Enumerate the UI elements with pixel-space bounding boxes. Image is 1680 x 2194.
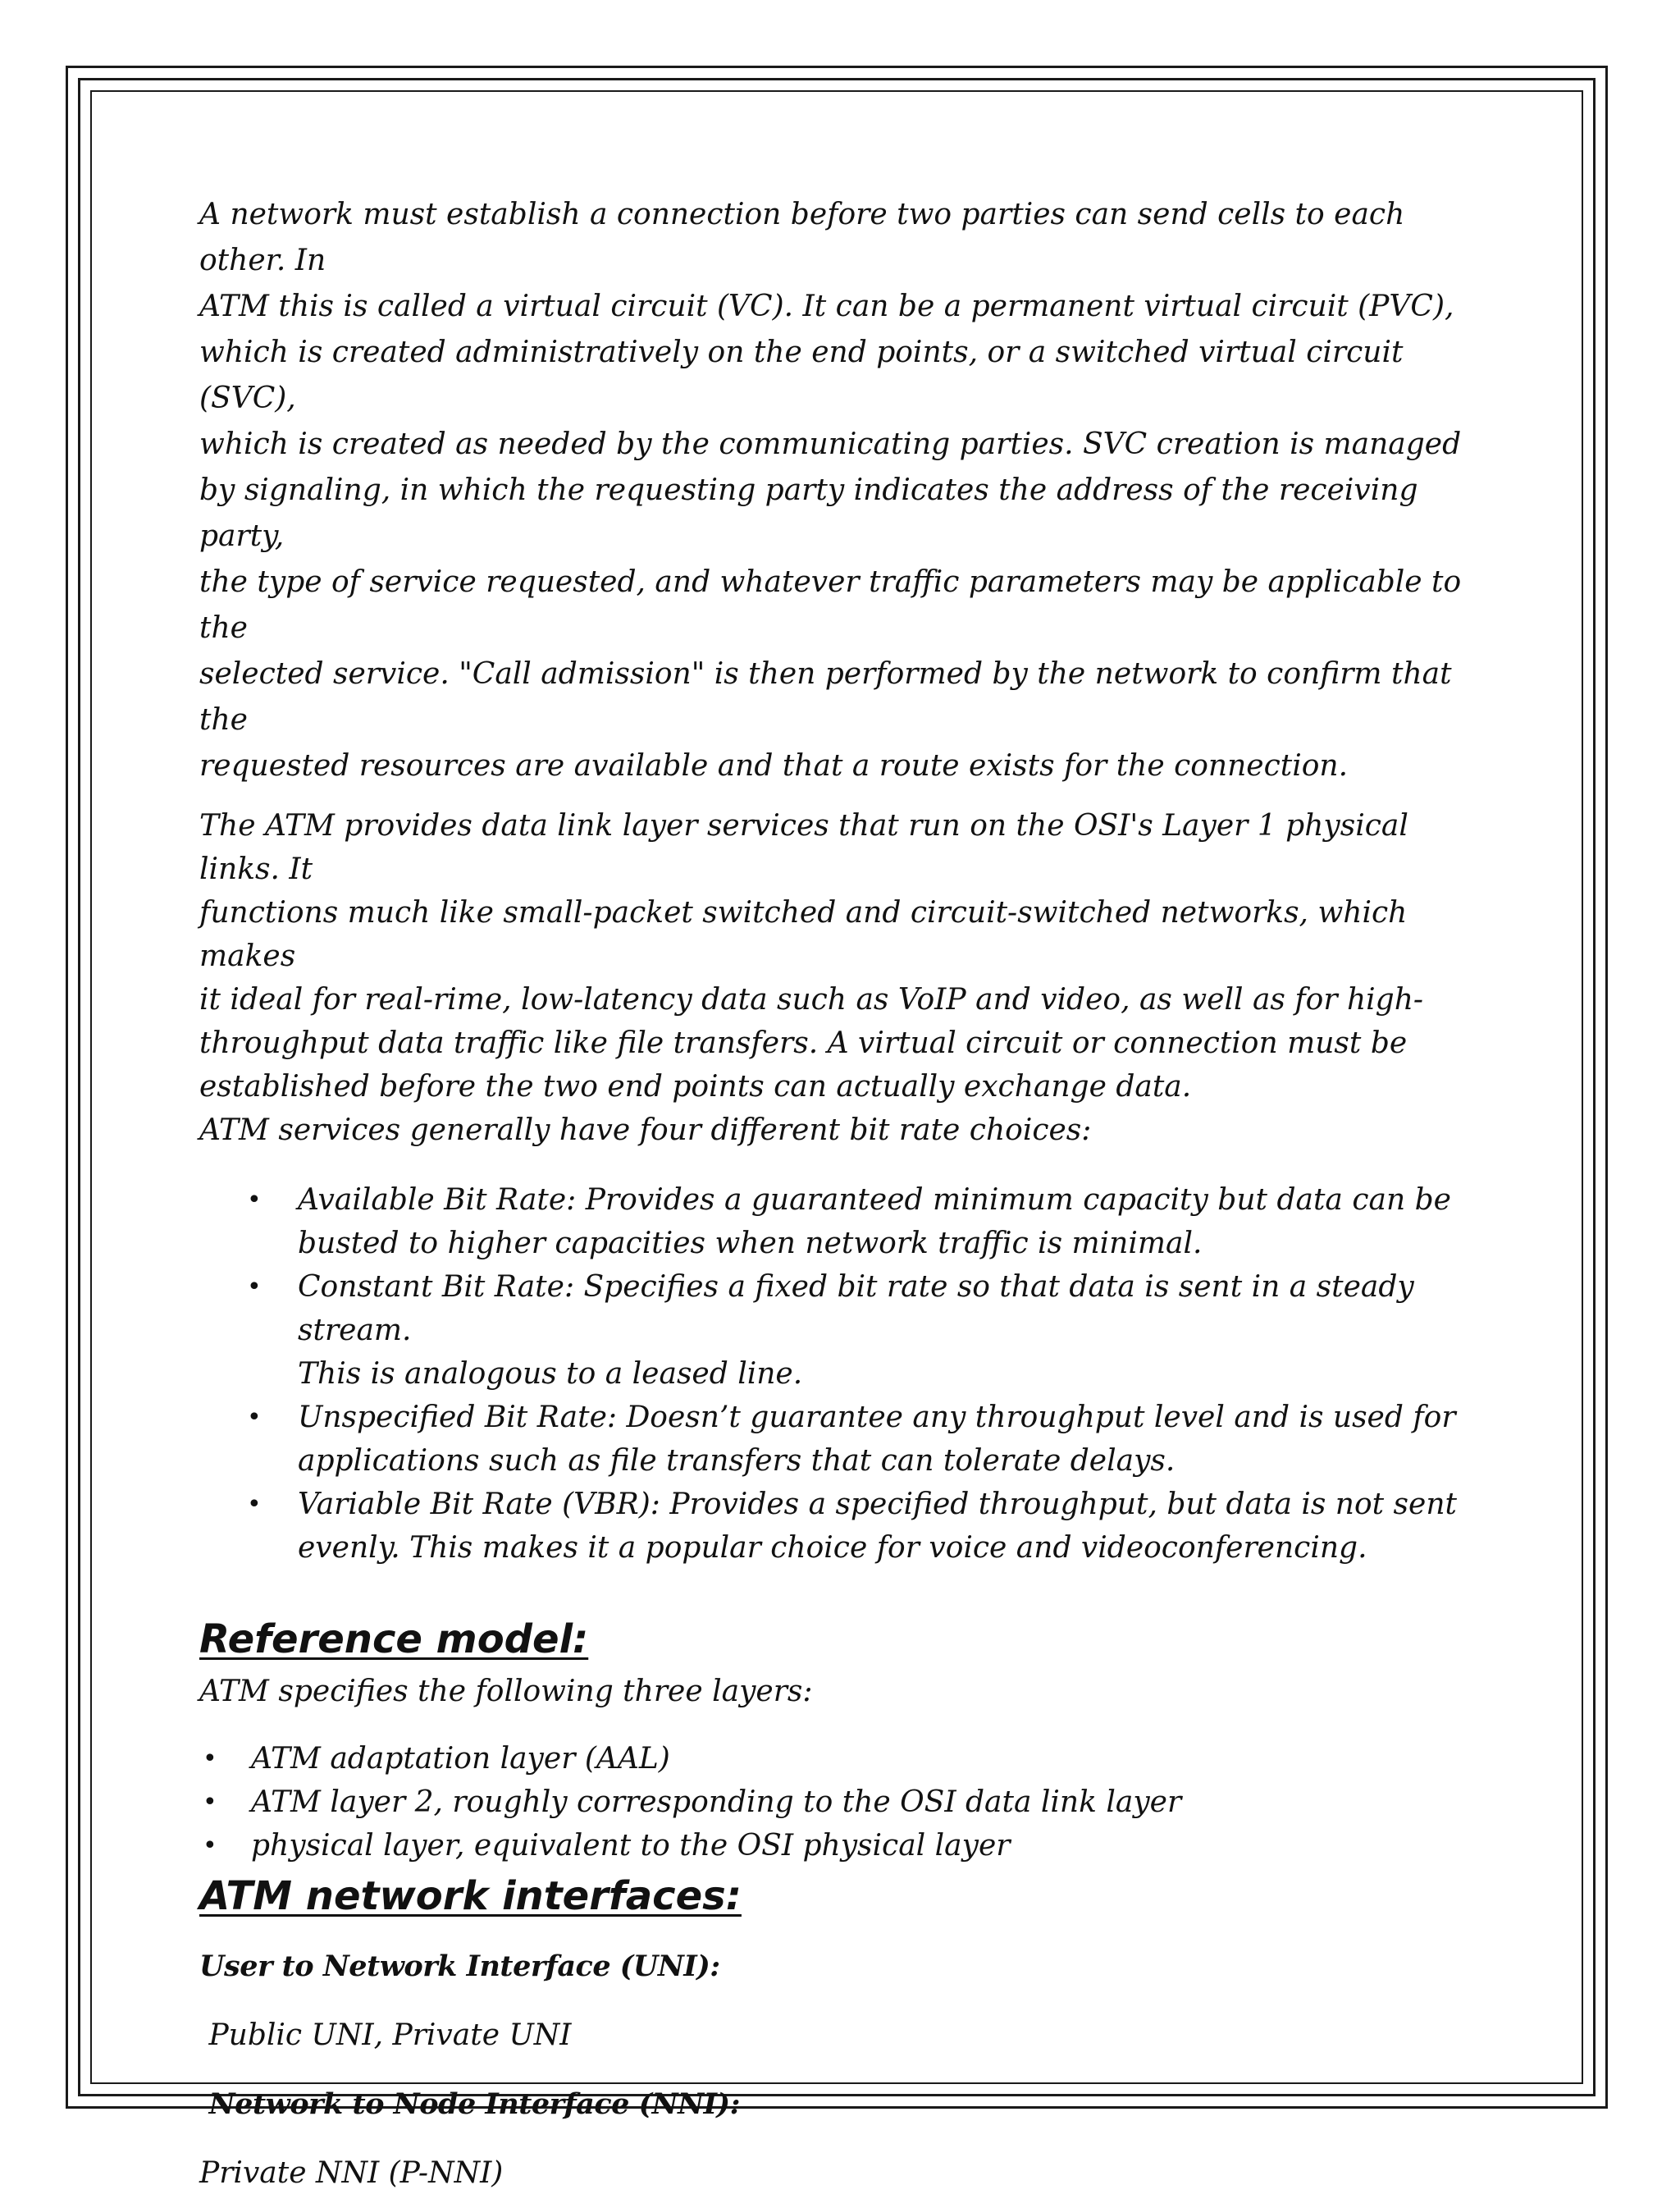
- list-item-text: physical layer, equivalent to the OSI physical layer: [251, 1829, 1011, 1863]
- list-item: [199, 1396, 1495, 1483]
- text-line: which is created administratively on the end points, or a switched virtual circuit (SVC),: [199, 336, 1404, 415]
- text-line: throughput data traffic like file transfers. A virtual circuit or connection must be: [199, 1026, 1408, 1060]
- list-item-text: busted to higher capacities when network traffic is minimal.: [298, 1227, 1203, 1260]
- text-line: requested resources are available and that a route exists for the connection.: [199, 749, 1349, 783]
- layer-list: [199, 1737, 1495, 1867]
- text-line: which is created as needed by the communicating parties. SVC creation is managed: [199, 427, 1462, 461]
- bullet-icon: •: [203, 1788, 217, 1817]
- text-line: selected service. "Call admission" is then performed by the network to confirm that the: [199, 657, 1452, 737]
- section-heading-reference-model: Reference model:: [199, 1616, 589, 1662]
- paragraph-virtual-circuit: [199, 192, 1495, 789]
- section-heading-network-interfaces: ATM network interfaces:: [199, 1873, 742, 1919]
- text-line: functions much like small-packet switched and circuit-switched networks, which makes: [199, 896, 1408, 973]
- bullet-icon: •: [203, 1744, 217, 1773]
- text-line: A network must establish a connection before two parties can send cells to each other. In: [199, 198, 1405, 277]
- text-line: ATM this is called a virtual circuit (VC). It can be a permanent virtual circuit (PVC),: [199, 290, 1454, 323]
- uni-title: User to Network Interface (UNI):: [199, 1949, 720, 1983]
- text-line: The ATM provides data link layer services that run on the OSI's Layer 1 physical links. It: [199, 809, 1408, 886]
- paragraph-atm-services: [199, 804, 1495, 1152]
- bit-rate-list: [199, 1178, 1495, 1570]
- text-line: the type of service requested, and whatever traffic parameters may be applicable to the: [199, 565, 1462, 645]
- list-item-text: Constant Bit Rate: Specifies a fixed bit rate so that data is sent in a steady stream.: [298, 1270, 1414, 1347]
- list-item: [199, 1737, 1495, 1780]
- bullet-icon: •: [247, 1273, 262, 1301]
- list-item: [199, 1483, 1495, 1570]
- text-line: it ideal for real-rime, low-latency data such as VoIP and video, as well as for high-: [199, 983, 1424, 1017]
- list-item-text: This is analogous to a leased line.: [298, 1357, 803, 1391]
- bullet-icon: •: [247, 1403, 262, 1432]
- list-item-text: ATM adaptation layer (AAL): [251, 1742, 670, 1776]
- text-line: ATM services generally have four different bit rate choices:: [199, 1113, 1092, 1147]
- text-line: established before the two end points can actually exchange data.: [199, 1070, 1192, 1104]
- list-item-text: ATM layer 2, roughly corresponding to the OSI data link layer: [251, 1785, 1182, 1819]
- list-item-text: Variable Bit Rate (VBR): Provides a specified throughput, but data is not sent: [298, 1488, 1457, 1521]
- list-item: [199, 1824, 1495, 1867]
- list-item: [199, 1265, 1495, 1396]
- bullet-icon: •: [247, 1490, 262, 1519]
- list-item-text: applications such as file transfers that can tolerate delays.: [298, 1444, 1176, 1478]
- text-line: by signaling, in which the requesting party indicates the address of the receiving party,: [199, 473, 1418, 553]
- nni-title: Network to Node Interface (NNI):: [199, 2087, 741, 2121]
- list-item-text: Unspecified Bit Rate: Doesn’t guarantee any throughput level and is used for: [298, 1401, 1456, 1434]
- bullet-icon: •: [203, 1831, 217, 1860]
- list-item-text: Available Bit Rate: Provides a guaranteed minimum capacity but data can be: [298, 1183, 1451, 1217]
- uni-value: Public UNI, Private UNI: [199, 2018, 572, 2052]
- list-item-text: evenly. This makes it a popular choice for voice and videoconferencing.: [298, 1531, 1367, 1565]
- bullet-icon: •: [247, 1186, 262, 1214]
- nni-value: Private NNI (P-NNI): [199, 2156, 504, 2190]
- document-body: [199, 192, 1495, 2194]
- reference-model-intro: ATM specifies the following three layers:: [199, 1675, 813, 1708]
- list-item: [199, 1780, 1495, 1824]
- list-item: [199, 1178, 1495, 1265]
